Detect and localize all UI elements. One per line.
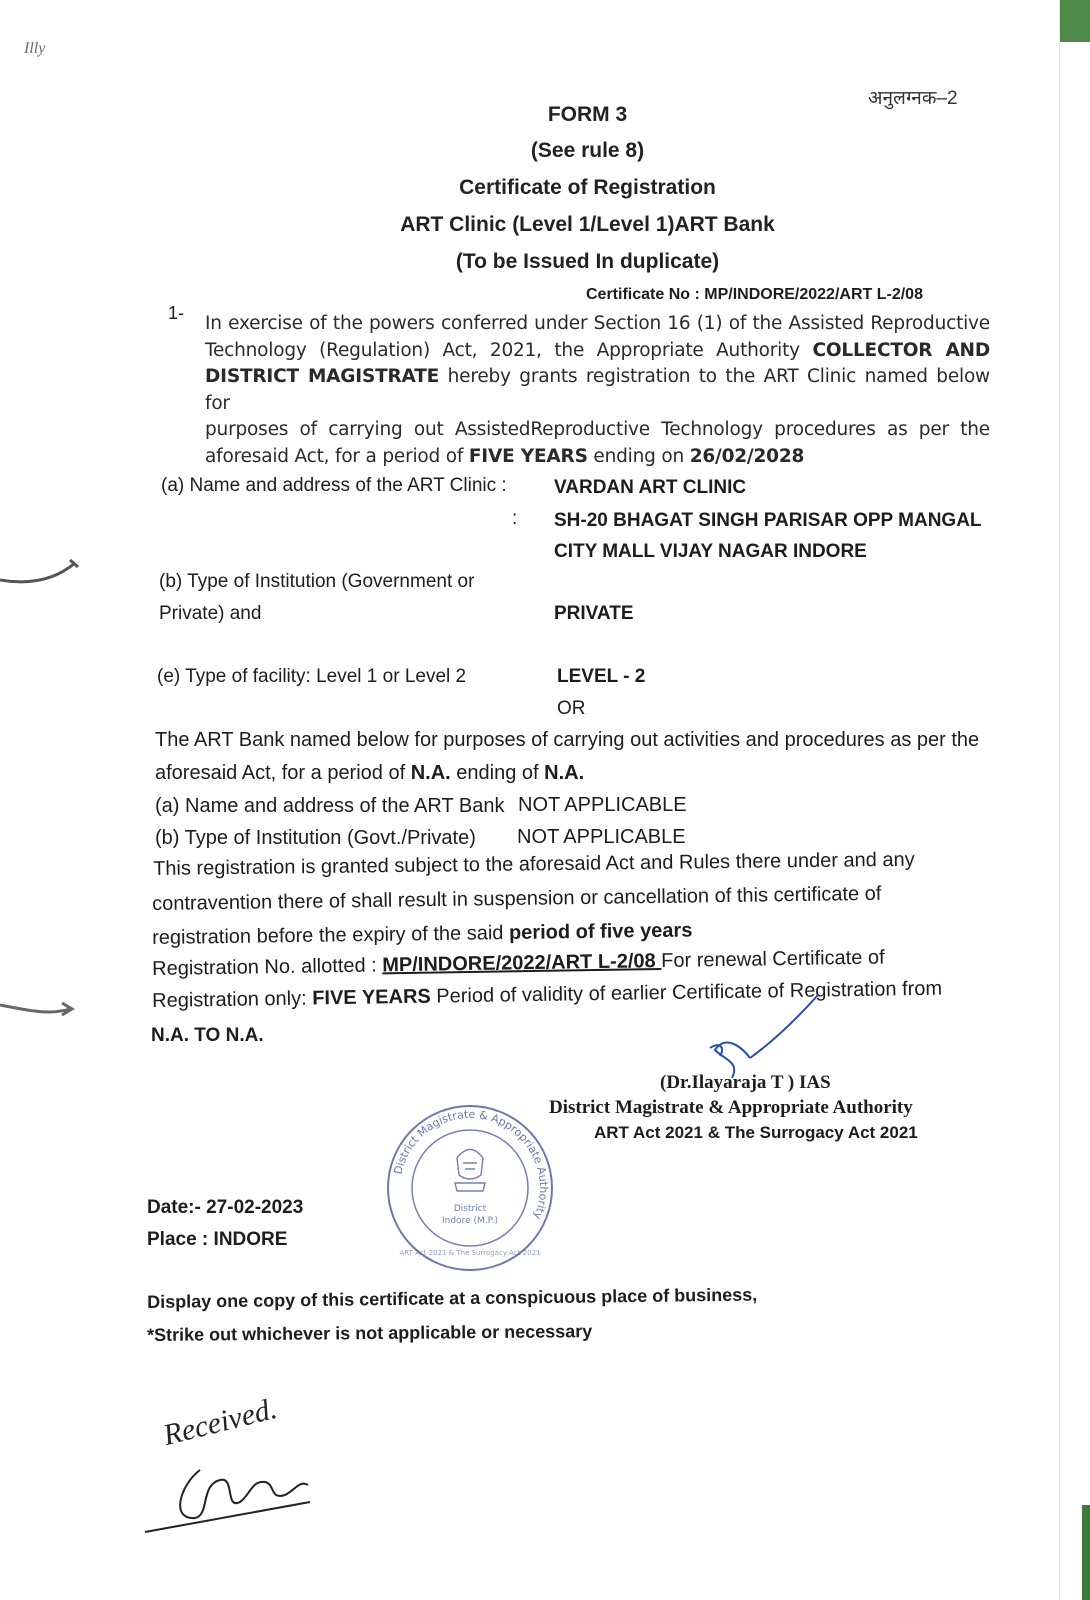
registration-paragraph: [205, 311, 990, 470]
bank-line-2: aforesaid Act, for a period of N.A. ending of N.A.: [155, 762, 585, 784]
issue-place: Place : INDORE: [147, 1229, 288, 1250]
issue-note: (To be Issued In duplicate): [455, 250, 720, 273]
or-separator: OR: [557, 698, 586, 719]
certificate-number: Certificate No : MP/INDORE/2022/ART L-2/08: [586, 286, 923, 303]
strike-note: *Strike out whichever is not applicable or necessary: [147, 1321, 593, 1345]
bank-name-value: NOT APPLICABLE: [518, 794, 687, 816]
authority-name-1: COLLECTOR AND: [812, 339, 991, 361]
signatory-name: (Dr.Ilayaraja T ) IAS: [660, 1072, 831, 1093]
institution-type-label-1: (b) Type of Institution (Government or: [159, 571, 475, 592]
emblem-icon: [455, 1150, 485, 1192]
clinic-name: VARDAN ART CLINIC: [554, 477, 747, 498]
seal-center-line-2: Indore (M.P.): [441, 1216, 499, 1226]
seal-center-line-1: District: [453, 1204, 487, 1214]
institution-type-label-2: Private) and: [159, 603, 262, 624]
issue-date: Date:- 27-02-2023: [147, 1197, 304, 1218]
conditions-line-2: contravention there of shall result in suspension or cancellation of this certificate of: [152, 882, 882, 915]
authority-name-2: DISTRICT MAGISTRATE: [205, 366, 440, 387]
registration-number-line: Registration No. allotted : MP/INDORE/2022/ART L-2/08 For renewal Certificate of: [152, 946, 885, 980]
background-edge-top: [1060, 0, 1090, 42]
institution-type-value: PRIVATE: [554, 603, 634, 624]
annexure-note: अनुलग्नक–2: [868, 88, 958, 109]
certificate-subtitle: ART Clinic (Level 1/Level 1)ART Bank: [400, 213, 775, 236]
background-edge-bottom: [1082, 1505, 1090, 1600]
clinic-address-line-2: CITY MALL VIJAY NAGAR INDORE: [554, 541, 867, 562]
signatory-designation: District Magistrate & Appropriate Authority: [549, 1097, 913, 1118]
signatory-acts: ART Act 2021 & The Surrogacy Act 2021: [594, 1123, 918, 1142]
certificate-title: Certificate of Registration: [459, 176, 716, 199]
facility-type-value: LEVEL - 2: [557, 666, 646, 687]
para-line-2: Technology (Regulation) Act, 2021, the Appropriate Authority COLLECTOR AND: [205, 339, 991, 361]
validity-end-date: 26/02/2028: [689, 445, 805, 467]
conditions-line-3: registration before the expiry of the said period of five years: [152, 919, 693, 949]
para-line-3: DISTRICT MAGISTRATE hereby grants registration to the ART Clinic named below for: [205, 366, 990, 414]
bank-line-1: The ART Bank named below for purposes of carrying out activities and procedures as per the: [155, 729, 980, 751]
address-colon: :: [512, 508, 518, 529]
seal-bottom-text: ART Act 2021 & The Surrogacy Act 2021: [399, 1249, 541, 1257]
clinic-name-label: (a) Name and address of the ART Clinic :: [161, 475, 507, 496]
handwritten-mark: Illy: [24, 40, 46, 57]
form-number: FORM 3: [547, 103, 628, 126]
receiver-signature: [140, 1440, 330, 1550]
seal-ring-text: District Magistrate & Appropriate Authority: [391, 1107, 551, 1222]
bank-type-label: (b) Type of Institution (Govt./Private): [155, 827, 476, 849]
validity-period: FIVE YEARS: [468, 445, 588, 467]
para-line-1: In exercise of the powers conferred under Section 16 (1) of the Assisted Reproductive: [205, 313, 990, 334]
para-line-5: aforesaid Act, for a period of FIVE YEARS ending on 26/02/2028: [205, 445, 805, 467]
bank-type-value: NOT APPLICABLE: [517, 826, 686, 848]
renewal-line: Registration only: FIVE YEARS Period of validity of earlier Certificate of Registration from: [152, 977, 943, 1012]
form-rule: (See rule 8): [530, 139, 645, 162]
page-fold-line: [1059, 0, 1060, 1600]
facility-type-label: (e) Type of facility: Level 1 or Level 2: [157, 666, 467, 687]
paragraph-number: 1-: [168, 303, 185, 323]
display-note: Display one copy of this certificate at a conspicuous place of business,: [147, 1284, 758, 1312]
registration-number: MP/INDORE/2022/ART L-2/08: [382, 950, 662, 977]
received-note: Received.: [160, 1391, 281, 1453]
official-seal: [385, 1103, 555, 1273]
margin-mark-top: [0, 555, 90, 595]
bank-name-label: (a) Name and address of the ART Bank: [155, 795, 505, 817]
renewal-range: N.A. TO N.A.: [151, 1025, 264, 1046]
margin-mark-bottom: [0, 995, 90, 1025]
para-line-4: purposes of carrying out AssistedReproductive Technology procedures as per the: [205, 419, 990, 440]
clinic-address-line-1: SH-20 BHAGAT SINGH PARISAR OPP MANGAL: [554, 510, 982, 531]
conditions-line-1: This registration is granted subject to the aforesaid Act and Rules there under and any: [153, 848, 915, 880]
